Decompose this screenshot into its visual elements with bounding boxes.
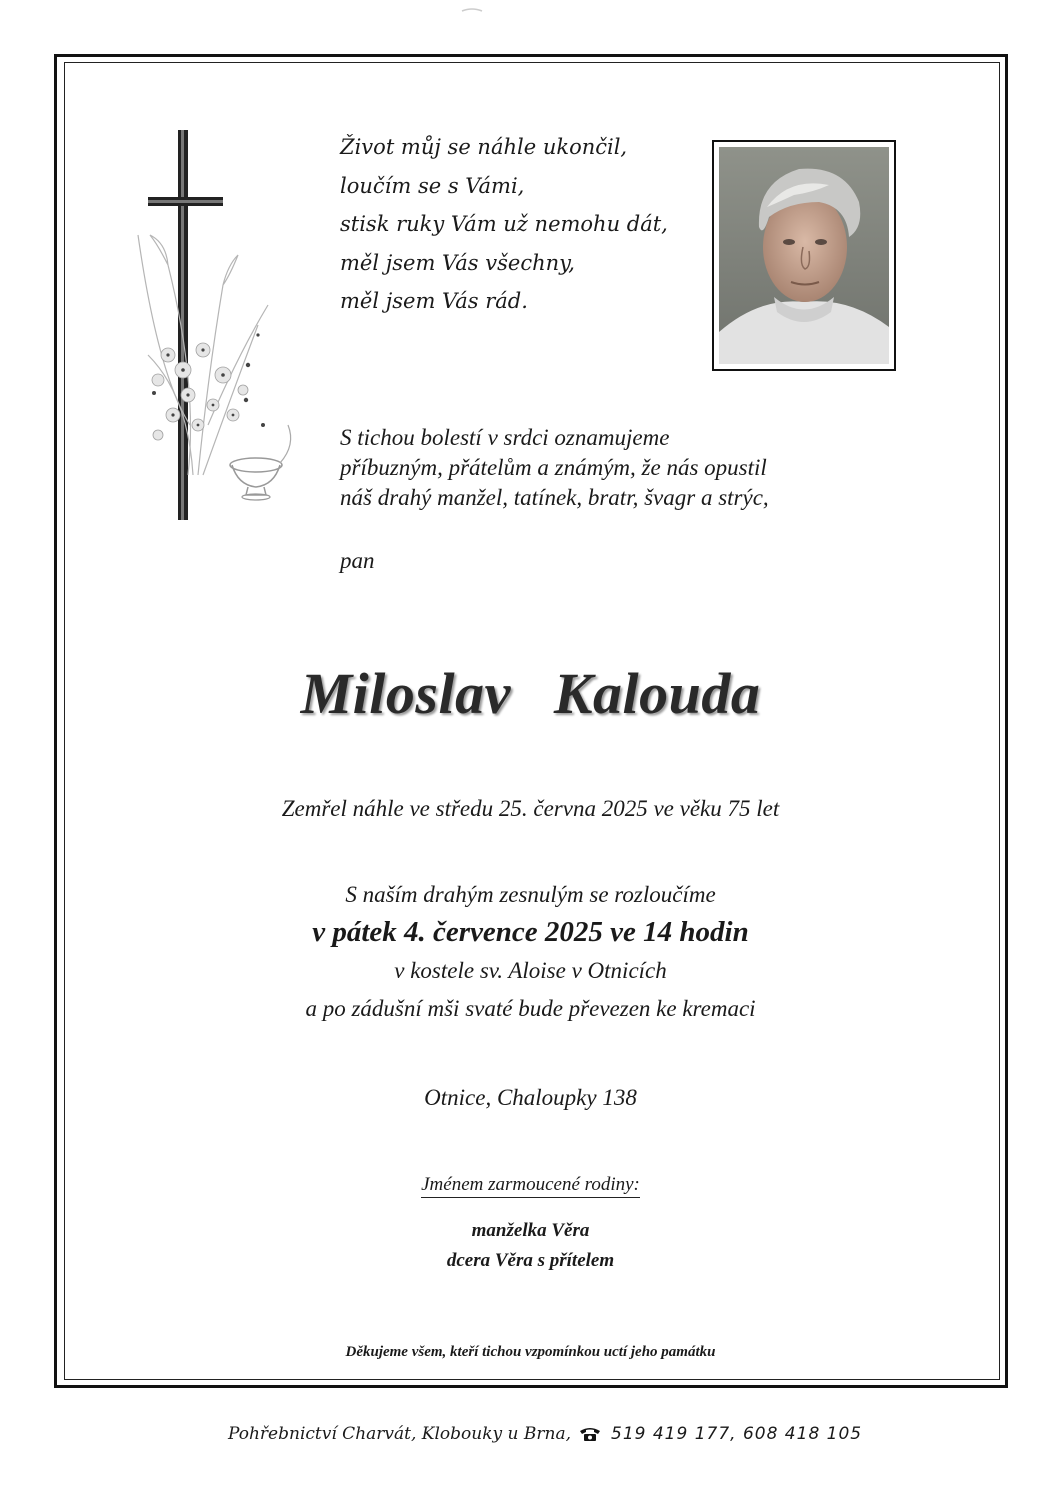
- scan-mark: [460, 6, 484, 14]
- farewell-location: v kostele sv. Aloise v Otnicích: [394, 958, 667, 983]
- death-date-line: Zemřel náhle ve středu 25. června 2025 ve věku 75 let: [281, 796, 780, 821]
- family-heading: [0, 1174, 1061, 1196]
- footer: [228, 1424, 862, 1444]
- poem-line: loučím se s Vámi,: [340, 173, 525, 198]
- telephone-icon: [579, 1426, 601, 1442]
- poem-line: měl jsem Vás všechny,: [340, 250, 575, 275]
- announcement-line: příbuzným, přátelům a známým, že nás opustil: [340, 455, 767, 480]
- portrait-photo: [719, 147, 889, 364]
- announcement: [340, 423, 940, 513]
- poem: [340, 128, 700, 321]
- farewell-date: v pátek 4. července 2025 ve 14 hodin: [312, 916, 749, 948]
- cross-with-flowers-icon: [128, 125, 298, 525]
- phone-numbers: 519 419 177, 608 418 105: [611, 1424, 863, 1444]
- funeral-company: Pohřebnictví Charvát, Klobouky u Brna,: [228, 1424, 571, 1444]
- poem-line: stisk ruky Vám už nemohu dát,: [340, 212, 668, 236]
- announcement-line: náš drahý manžel, tatínek, bratr, švagr a strýc,: [340, 485, 769, 510]
- poem-line: měl jsem Vás rád.: [340, 289, 528, 313]
- portrait-frame: [712, 140, 896, 371]
- farewell-note: a po zádušní mši svaté bude převezen ke kremaci: [305, 996, 756, 1021]
- address: Otnice, Chaloupky 138: [424, 1085, 637, 1110]
- family-heading-text: Jménem zarmoucené rodiny:: [421, 1174, 640, 1198]
- poem-line: Život můj se náhle ukončil,: [340, 135, 628, 159]
- family-member: dcera Věra s přítelem: [446, 1250, 615, 1271]
- family-member: manželka Věra: [471, 1220, 590, 1241]
- salutation: pan: [340, 548, 375, 573]
- deceased-name: Miloslav Kalouda: [300, 661, 761, 726]
- farewell-line: S naším drahým zesnulým se rozloučíme: [345, 882, 716, 907]
- announcement-line: S tichou bolestí v srdci oznamujeme: [340, 425, 670, 450]
- thanks-line: Děkujeme všem, kteří tichou vzpomínkou uctí jeho památku: [345, 1344, 716, 1360]
